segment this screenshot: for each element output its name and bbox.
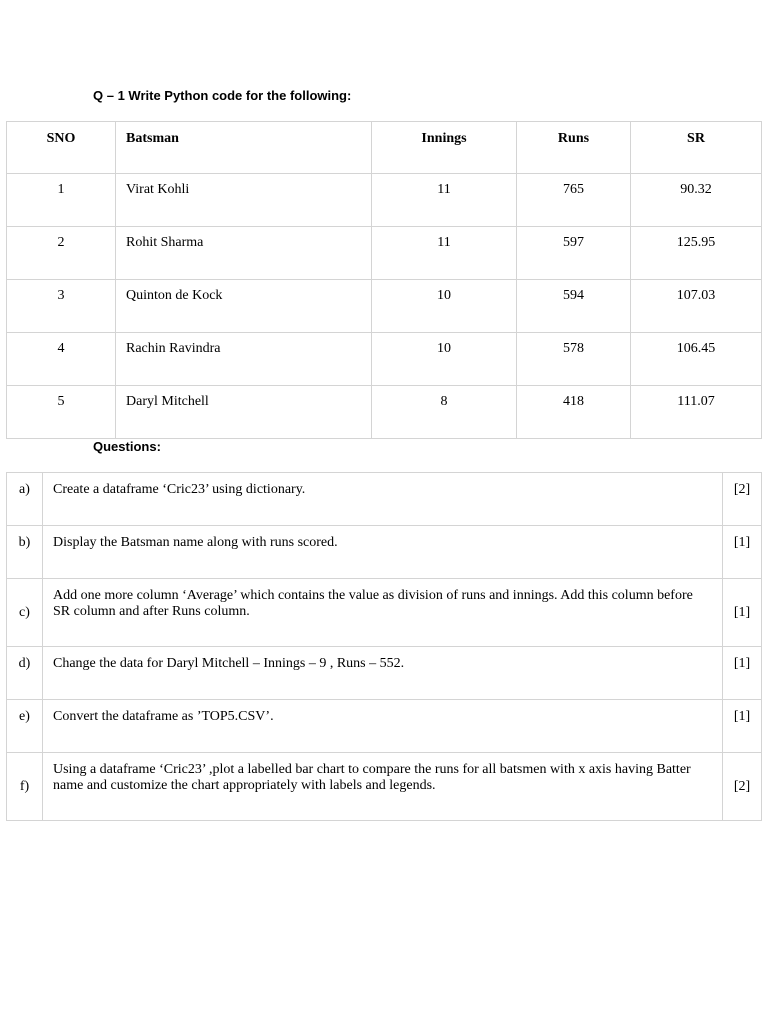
question-text: Create a dataframe ‘Cric23’ using dictionary. [43, 473, 723, 526]
question-marks: [1] [723, 647, 762, 700]
cell-batsman: Quinton de Kock [116, 280, 372, 333]
table-row [7, 386, 762, 439]
cell-batsman: Virat Kohli [116, 174, 372, 227]
header-batsman: Batsman [116, 122, 372, 174]
question-marks: [1] [723, 700, 762, 753]
cell-innings: 10 [372, 333, 517, 386]
cell-batsman: Daryl Mitchell [116, 386, 372, 439]
header-sr: SR [631, 122, 762, 174]
header-sno: SNO [7, 122, 116, 174]
question-marks: [2] [723, 473, 762, 526]
question-label: b) [7, 526, 43, 579]
cell-innings: 11 [372, 174, 517, 227]
question-row [7, 647, 762, 700]
question-title: Q – 1 Write Python code for the following: [93, 88, 352, 103]
question-label: c) [7, 579, 43, 647]
question-text: Display the Batsman name along with runs scored. [43, 526, 723, 579]
batsman-table [6, 121, 762, 439]
question-text: Change the data for Daryl Mitchell – Innings – 9 , Runs – 552. [43, 647, 723, 700]
question-row [7, 526, 762, 579]
cell-sr: 106.45 [631, 333, 762, 386]
cell-sr: 125.95 [631, 227, 762, 280]
cell-innings: 8 [372, 386, 517, 439]
cell-sr: 111.07 [631, 386, 762, 439]
cell-batsman: Rohit Sharma [116, 227, 372, 280]
table-header-row [7, 122, 762, 174]
cell-sno: 3 [7, 280, 116, 333]
table-row [7, 174, 762, 227]
cell-sr: 107.03 [631, 280, 762, 333]
table-row [7, 333, 762, 386]
cell-sr: 90.32 [631, 174, 762, 227]
question-marks: [1] [723, 526, 762, 579]
table-row [7, 227, 762, 280]
header-runs: Runs [517, 122, 631, 174]
question-text: Add one more column ‘Average’ which contains the value as division of runs and innings. Add this column before SR column and after Runs column. [43, 579, 723, 647]
question-label: e) [7, 700, 43, 753]
question-label: a) [7, 473, 43, 526]
cell-sno: 1 [7, 174, 116, 227]
question-row [7, 753, 762, 821]
cell-sno: 2 [7, 227, 116, 280]
cell-runs: 578 [517, 333, 631, 386]
question-text: Convert the dataframe as ’TOP5.CSV’. [43, 700, 723, 753]
question-row [7, 579, 762, 647]
questions-table [6, 472, 762, 821]
question-label: f) [7, 753, 43, 821]
question-text: Using a dataframe ‘Cric23’ ,plot a labelled bar chart to compare the runs for all batsmen with x axis having Batter name and customize the chart appropriately with labels and legends. [43, 753, 723, 821]
question-marks: [2] [723, 753, 762, 821]
cell-sno: 5 [7, 386, 116, 439]
question-label: d) [7, 647, 43, 700]
cell-innings: 10 [372, 280, 517, 333]
question-row [7, 473, 762, 526]
cell-runs: 418 [517, 386, 631, 439]
question-row [7, 700, 762, 753]
cell-runs: 597 [517, 227, 631, 280]
cell-innings: 11 [372, 227, 517, 280]
cell-runs: 594 [517, 280, 631, 333]
cell-sno: 4 [7, 333, 116, 386]
table-row [7, 280, 762, 333]
questions-heading: Questions: [93, 439, 161, 454]
cell-batsman: Rachin Ravindra [116, 333, 372, 386]
header-innings: Innings [372, 122, 517, 174]
cell-runs: 765 [517, 174, 631, 227]
question-marks: [1] [723, 579, 762, 647]
